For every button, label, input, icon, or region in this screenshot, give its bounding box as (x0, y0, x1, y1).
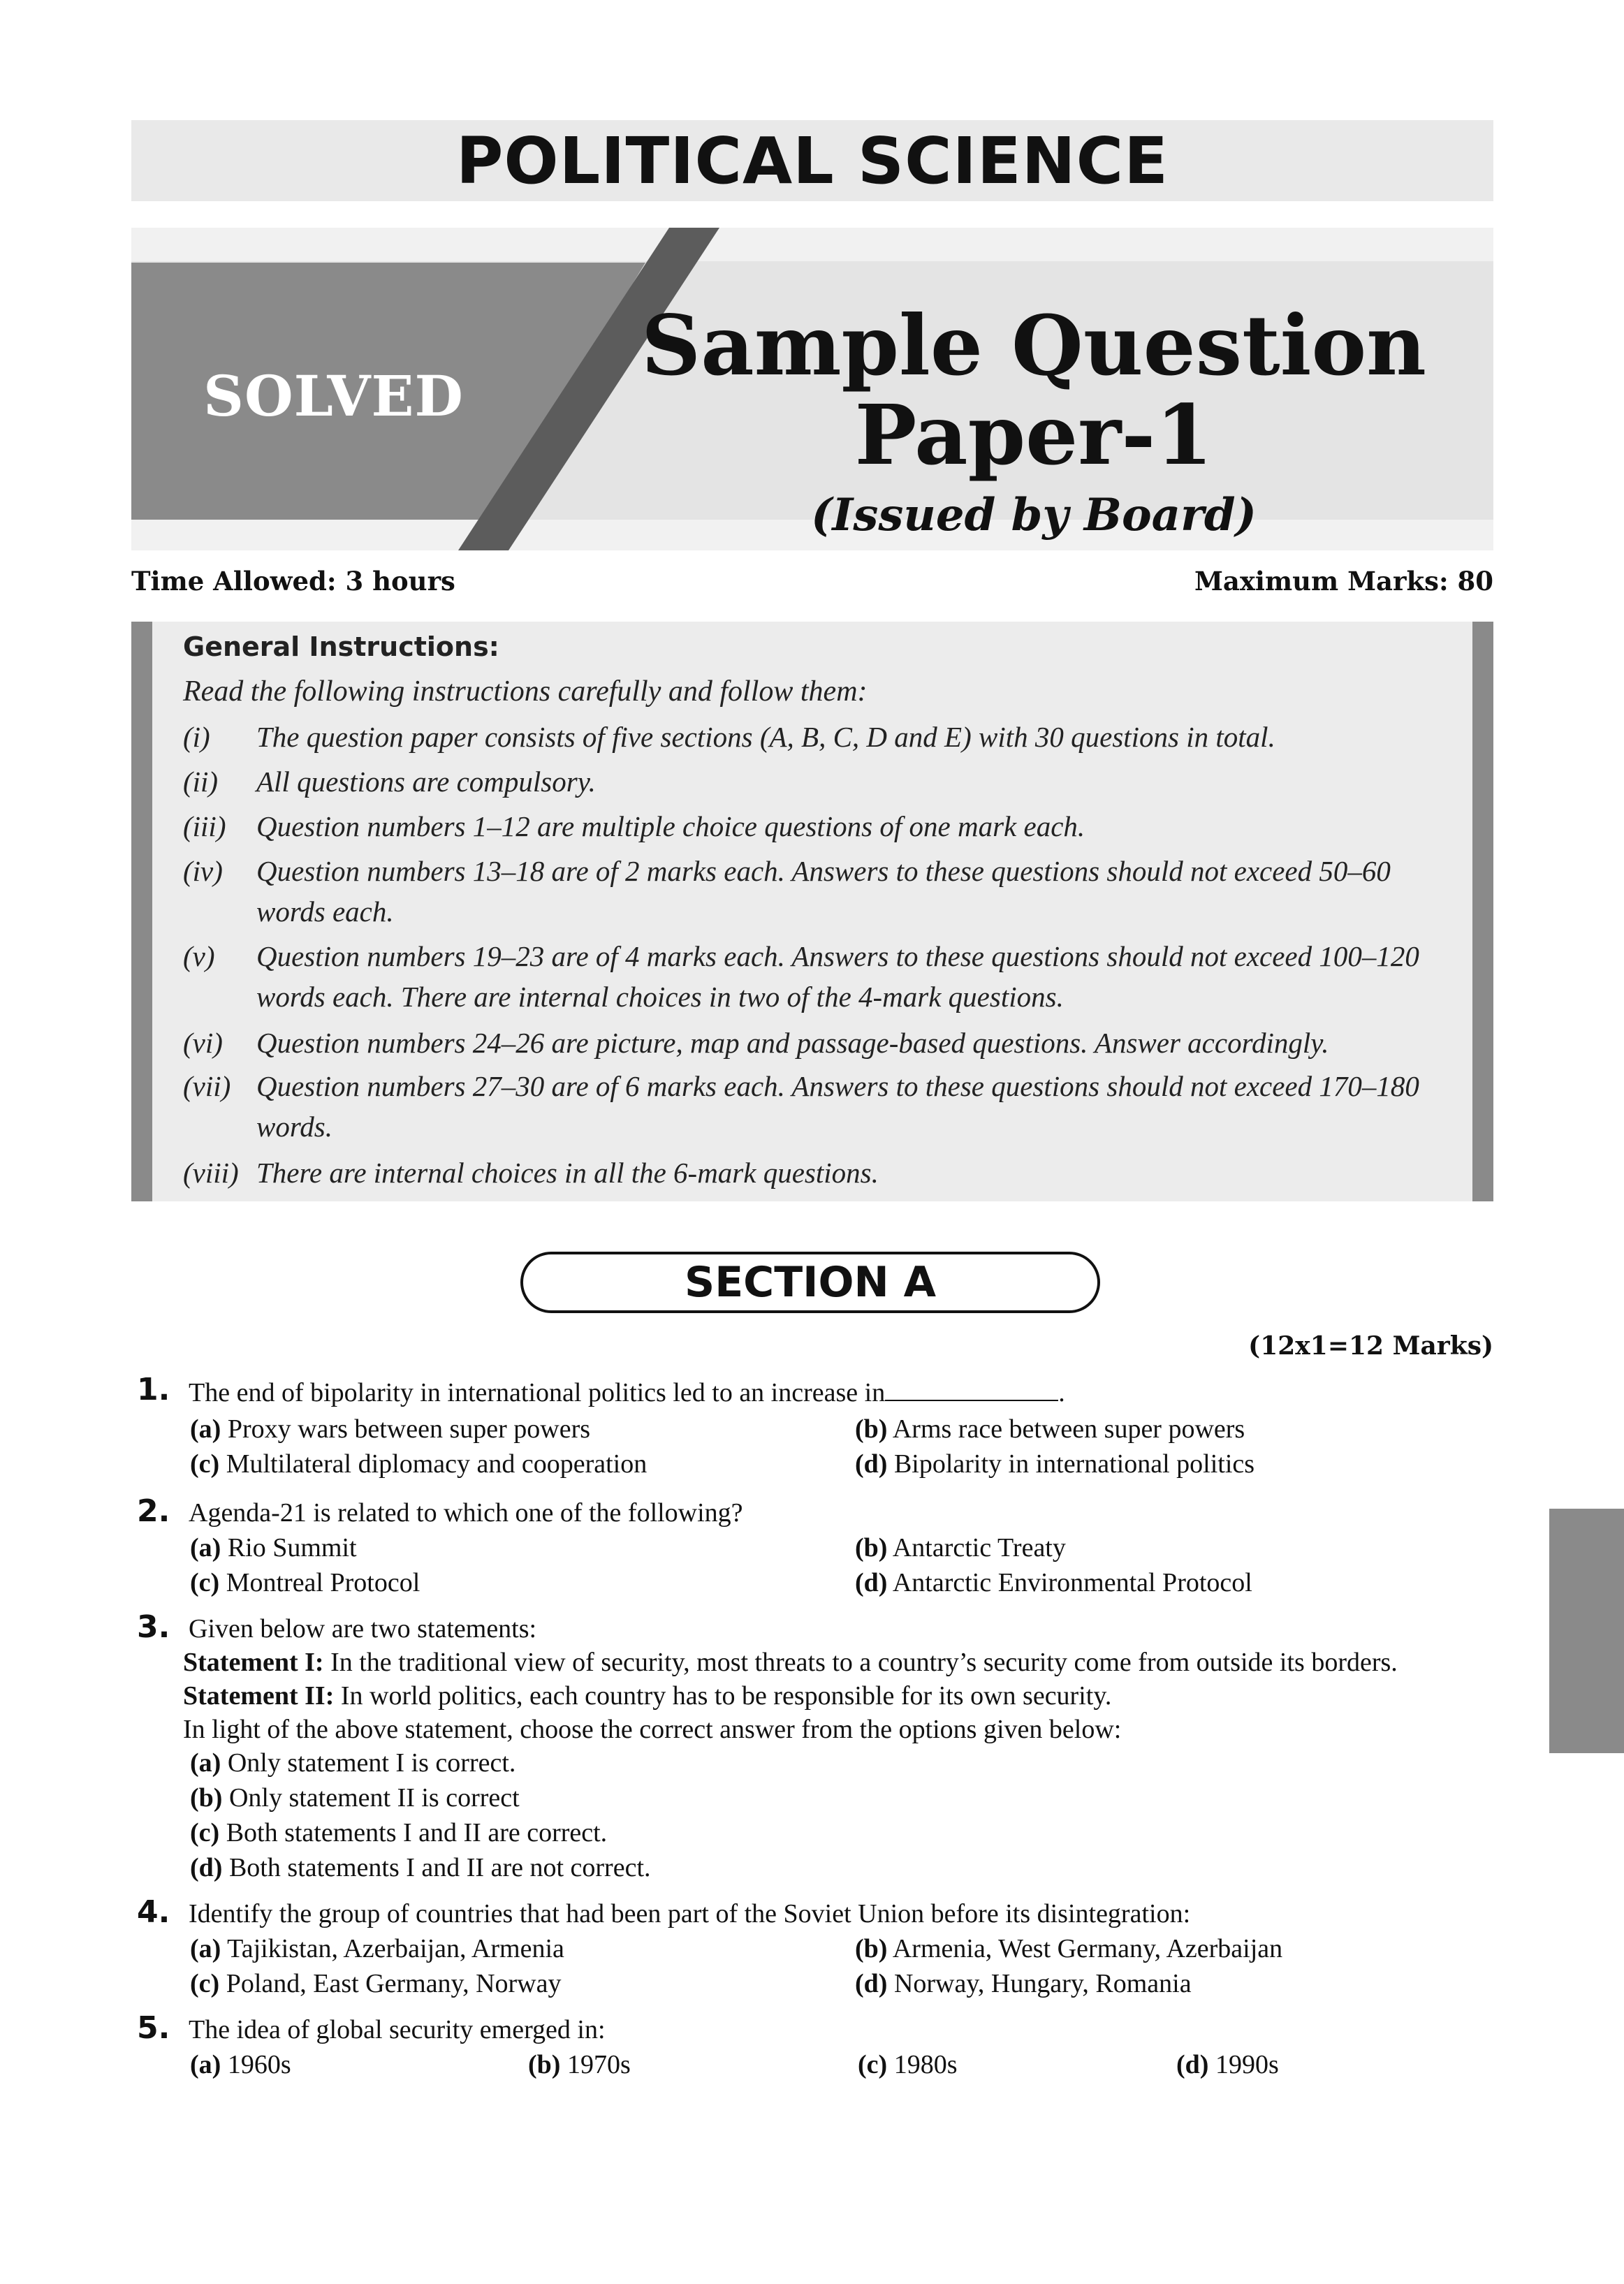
instruction-number: (i) (183, 721, 210, 753)
option-label: (a) (190, 1934, 221, 1963)
instruction-number: (v) (183, 940, 215, 972)
statement-1-text: In the traditional view of security, most threats to a country’s security come from outside its borders. (330, 1648, 1398, 1677)
option-text: Montreal Protocol (226, 1568, 420, 1597)
option-text: Only statement I is correct. (227, 1748, 516, 1778)
option (190, 1567, 420, 1598)
option (855, 1567, 1252, 1598)
option-label: (a) (190, 1414, 221, 1444)
question-number: 4. (137, 1894, 170, 1930)
section-title: SECTION A (684, 1258, 937, 1307)
option-text: Armenia, West Germany, Azerbaijan (892, 1934, 1283, 1963)
instruction-item (183, 936, 1440, 1017)
instructions-right-bar (1472, 622, 1493, 1201)
option (855, 1532, 1066, 1563)
option-label: (d) (855, 1969, 888, 1998)
option-label: (d) (855, 1449, 888, 1479)
question-text: Given below are two statements: (189, 1614, 537, 1644)
answer-blank (885, 1379, 1058, 1401)
subject-title-band (131, 120, 1493, 201)
question-text-content: The end of bipolarity in international politics led to an increase in (189, 1378, 886, 1407)
instruction-number: (iii) (183, 810, 226, 842)
option-text: Bipolarity in international politics (893, 1449, 1255, 1479)
option-label: (a) (190, 1533, 221, 1562)
option (1176, 2049, 1279, 2080)
instructions-left-bar (131, 622, 152, 1201)
option-text: Only statement II is correct (228, 1783, 520, 1813)
option-text: 1960s (227, 2050, 291, 2079)
option (190, 1532, 357, 1563)
option (858, 2049, 957, 2080)
section-heading (520, 1252, 1100, 1313)
option-label: (c) (190, 1818, 220, 1847)
instruction-text: Question numbers 27–30 are of 6 marks each. Answers to these questions should not exceed 170–180 words. (256, 1070, 1419, 1143)
option (190, 1933, 564, 1964)
option-text: Both statements I and II are correct. (226, 1818, 608, 1847)
instruction-item (183, 1066, 1440, 1147)
instruction-text: Question numbers 13–18 are of 2 marks each. Answers to these questions should not exceed 50–60 words each. (256, 855, 1391, 928)
instruction-text: The question paper consists of five sections (A, B, C, D and E) with 30 questions in total. (256, 721, 1275, 753)
instruction-text: Question numbers 24–26 are picture, map and passage-based questions. Answer accordingly. (256, 1027, 1329, 1059)
option (190, 2049, 291, 2080)
option-text: Proxy wars between super powers (227, 1414, 591, 1444)
option (855, 1933, 1282, 1964)
option-text: Arms race between super powers (892, 1414, 1245, 1444)
option-text: Multilateral diplomacy and cooperation (226, 1449, 648, 1479)
paper-title-line-2: Paper-1 (854, 386, 1213, 483)
option-text: 1990s (1215, 2050, 1279, 2079)
option-label: (c) (190, 1449, 220, 1479)
paper-title-line-1: Sample Question (641, 297, 1426, 394)
option (190, 1414, 590, 1444)
subject-title: POLITICAL SCIENCE (455, 123, 1169, 198)
question-text: Identify the group of countries that had been part of the Soviet Union before its disintegration: (189, 1899, 1191, 1928)
option-text: 1980s (893, 2050, 958, 2079)
option-text: Antarctic Treaty (892, 1533, 1066, 1562)
option-text: Poland, East Germany, Norway (226, 1969, 562, 1998)
instruction-item (183, 1152, 1440, 1193)
instruction-text: There are internal choices in all the 6-mark questions. (256, 1157, 879, 1189)
option-label: (b) (528, 2050, 561, 2079)
option-label: (d) (855, 1568, 888, 1597)
option (855, 1449, 1254, 1479)
instruction-text: Question numbers 1–12 are multiple choice questions of one mark each. (256, 810, 1085, 842)
option (190, 1852, 651, 1883)
instructions-heading: General Instructions: (183, 631, 499, 662)
option-label: (b) (855, 1414, 888, 1444)
maximum-marks: Maximum Marks: 80 (1194, 566, 1493, 596)
option (855, 1968, 1192, 1999)
time-allowed: Time Allowed: 3 hours (131, 566, 455, 596)
statement-2-label: Statement II: (183, 1681, 335, 1711)
question-number: 3. (137, 1609, 170, 1645)
option (528, 2049, 631, 2080)
statement-2-text: In world politics, each country has to be responsible for its own security. (340, 1681, 1112, 1711)
option-label: (b) (855, 1934, 888, 1963)
issued-by-board: (Issued by Board) (811, 489, 1257, 541)
option-label: (d) (1176, 2050, 1209, 2079)
option (855, 1414, 1245, 1444)
option-label: (c) (190, 1969, 220, 1998)
option-label: (a) (190, 1748, 221, 1778)
statement-1 (183, 1647, 1398, 1678)
instruction-number: (viii) (183, 1157, 239, 1189)
option-label: (b) (855, 1533, 888, 1562)
option-text: Rio Summit (227, 1533, 357, 1562)
option-text: Tajikistan, Azerbaijan, Armenia (227, 1934, 564, 1963)
statement-2 (183, 1681, 1111, 1711)
instruction-number: (ii) (183, 766, 219, 798)
option-text: Both statements I and II are not correct. (228, 1853, 651, 1882)
instruction-item (183, 717, 1440, 757)
option-label: (b) (190, 1783, 223, 1813)
question-text: Agenda-21 is related to which one of the following? (189, 1498, 743, 1528)
option (190, 1449, 647, 1479)
option (190, 1817, 607, 1848)
option-label: (a) (190, 2050, 221, 2079)
section-marks: (12x1=12 Marks) (1248, 1331, 1493, 1361)
general-instructions-box (131, 622, 1493, 1201)
question-number: 5. (137, 2010, 170, 2046)
instruction-item (183, 851, 1440, 932)
option-label: (c) (858, 2050, 888, 2079)
option-text: 1970s (566, 2050, 631, 2079)
instructions-intro: Read the following instructions carefully and follow them: (183, 675, 868, 708)
option (190, 1782, 520, 1813)
option-text: Norway, Hungary, Romania (893, 1969, 1192, 1998)
option (190, 1748, 515, 1778)
instruction-text: Question numbers 19–23 are of 4 marks each. Answers to these questions should not exceed 100–120 words each. There are internal choices in two of the 4-mark questions. (256, 940, 1419, 1013)
option-text: Antarctic Environmental Protocol (892, 1568, 1252, 1597)
instruction-item (183, 761, 1440, 802)
option-label: (c) (190, 1568, 220, 1597)
question-number: 2. (137, 1493, 170, 1529)
instruction-item (183, 1023, 1440, 1063)
question-text: The idea of global security emerged in: (189, 2015, 606, 2044)
instruction-number: (vii) (183, 1070, 231, 1102)
option-label: (d) (190, 1853, 223, 1882)
instruction-number: (vi) (183, 1027, 223, 1059)
question-number: 1. (137, 1372, 170, 1407)
question-text: The end of bipolarity in international politics led to an increase in . (189, 1378, 1065, 1407)
instruction-text: All questions are compulsory. (256, 766, 596, 798)
instruction-item (183, 806, 1440, 847)
option (190, 1968, 562, 1999)
instruction-number: (iv) (183, 855, 223, 887)
solved-badge: SOLVED (203, 363, 464, 429)
question-prompt: In light of the above statement, choose the correct answer from the options given below: (183, 1715, 1122, 1744)
side-tab (1549, 1509, 1624, 1753)
statement-1-label: Statement I: (183, 1648, 324, 1677)
